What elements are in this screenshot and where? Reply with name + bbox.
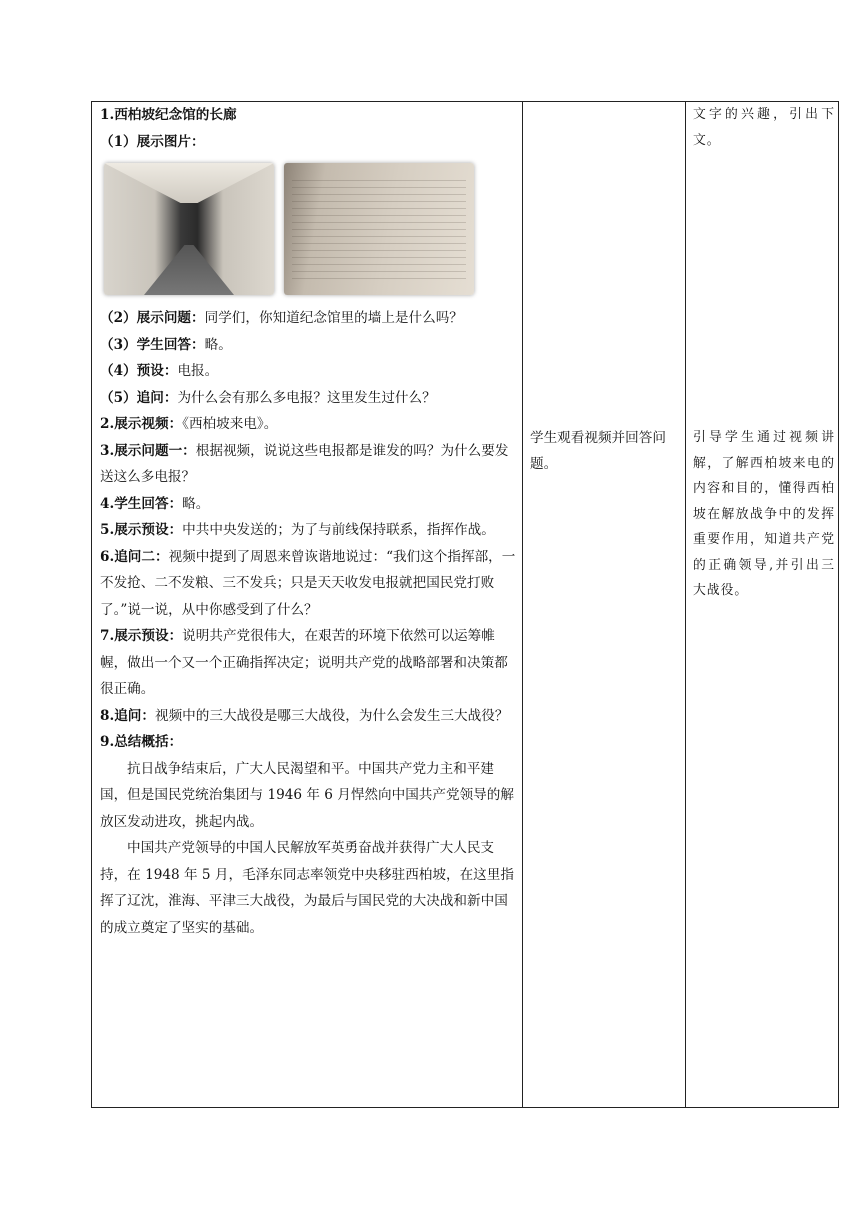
answer-line: （3）学生回答：略。 (100, 336, 232, 353)
subheading: （1）展示图片： (100, 133, 205, 150)
question-one: 3.展示问题一：根据视频，说说这些电报都是谁发的吗？为什么要发送这么多电报？ (100, 442, 509, 485)
design-intent-column (693, 102, 835, 604)
corridor-photo (104, 163, 274, 295)
student-activity-column (530, 425, 680, 477)
photo-row (104, 163, 518, 295)
preset-answer-two: 7.展示预设：说明共产党很伟大，在艰苦的环境下依然可以运筹帷幄，做出一个又一个正确指挥决定；说明共产党的战略部署和决策都很正确。 (100, 628, 508, 697)
intent-top-text: 文字的兴趣，引出下文。 (693, 107, 835, 148)
summary-title: 9.总结概括： (100, 734, 183, 750)
section-title: 1.西柏坡纪念馆的长廊 (100, 107, 237, 123)
column-divider (522, 102, 523, 1107)
lesson-table (91, 101, 839, 1108)
followup-two: 6.追问二：视频中提到了周恩来曾诙谐地说过：“我们这个指挥部，一不发抢、二不发粮、三不发兵；只是天天收发电报就把国民党打败了。”说一说，从中你感受到了什么？ (100, 548, 516, 618)
video-line: 2.展示视频：《西柏坡来电》。 (100, 416, 278, 432)
student-activity-text: 学生观看视频并回答问题。 (530, 430, 666, 472)
column-divider (685, 102, 686, 1107)
student-answer: 4.学生回答：略。 (100, 495, 210, 512)
teacher-activity-column (100, 102, 518, 941)
summary-paragraph: 中国共产党领导的中国人民解放军英勇奋战并获得广大人民支持，在 1948 年 5 月，毛泽东同志率领党中央移驻西柏坡，在这里指挥了辽沈，淮海、平津三大战役，为最后与国民党的大决战和新中国的成立奠定了坚实的基础。 (100, 840, 514, 936)
preset-line: （4）预设：电报。 (100, 363, 219, 379)
intent-main-text: 引导学生通过视频讲解，了解西柏坡来电的内容和目的，懂得西柏坡在解放战争中的发挥重要作用，知道共产党的正确领导,并引出三大战役。 (693, 430, 835, 598)
question-line: （2）展示问题：同学们，你知道纪念馆里的墙上是什么吗？ (100, 310, 463, 326)
followup-three: 8.追问：视频中的三大战役是哪三大战役，为什么会发生三大战役？ (100, 707, 509, 724)
preset-answer: 5.展示预设：中共中央发送的；为了与前线保持联系，指挥作战。 (100, 522, 495, 538)
followup-line: （5）追问：为什么会有那么多电报？这里发生过什么？ (100, 389, 436, 406)
summary-paragraph: 抗日战争结束后，广大人民渴望和平。中国共产党力主和平建国，但是国民党统治集团与 1946 年 6 月悍然向中国共产党领导的解放区发动进攻，挑起内战。 (100, 760, 514, 830)
wall-photo (284, 163, 474, 295)
